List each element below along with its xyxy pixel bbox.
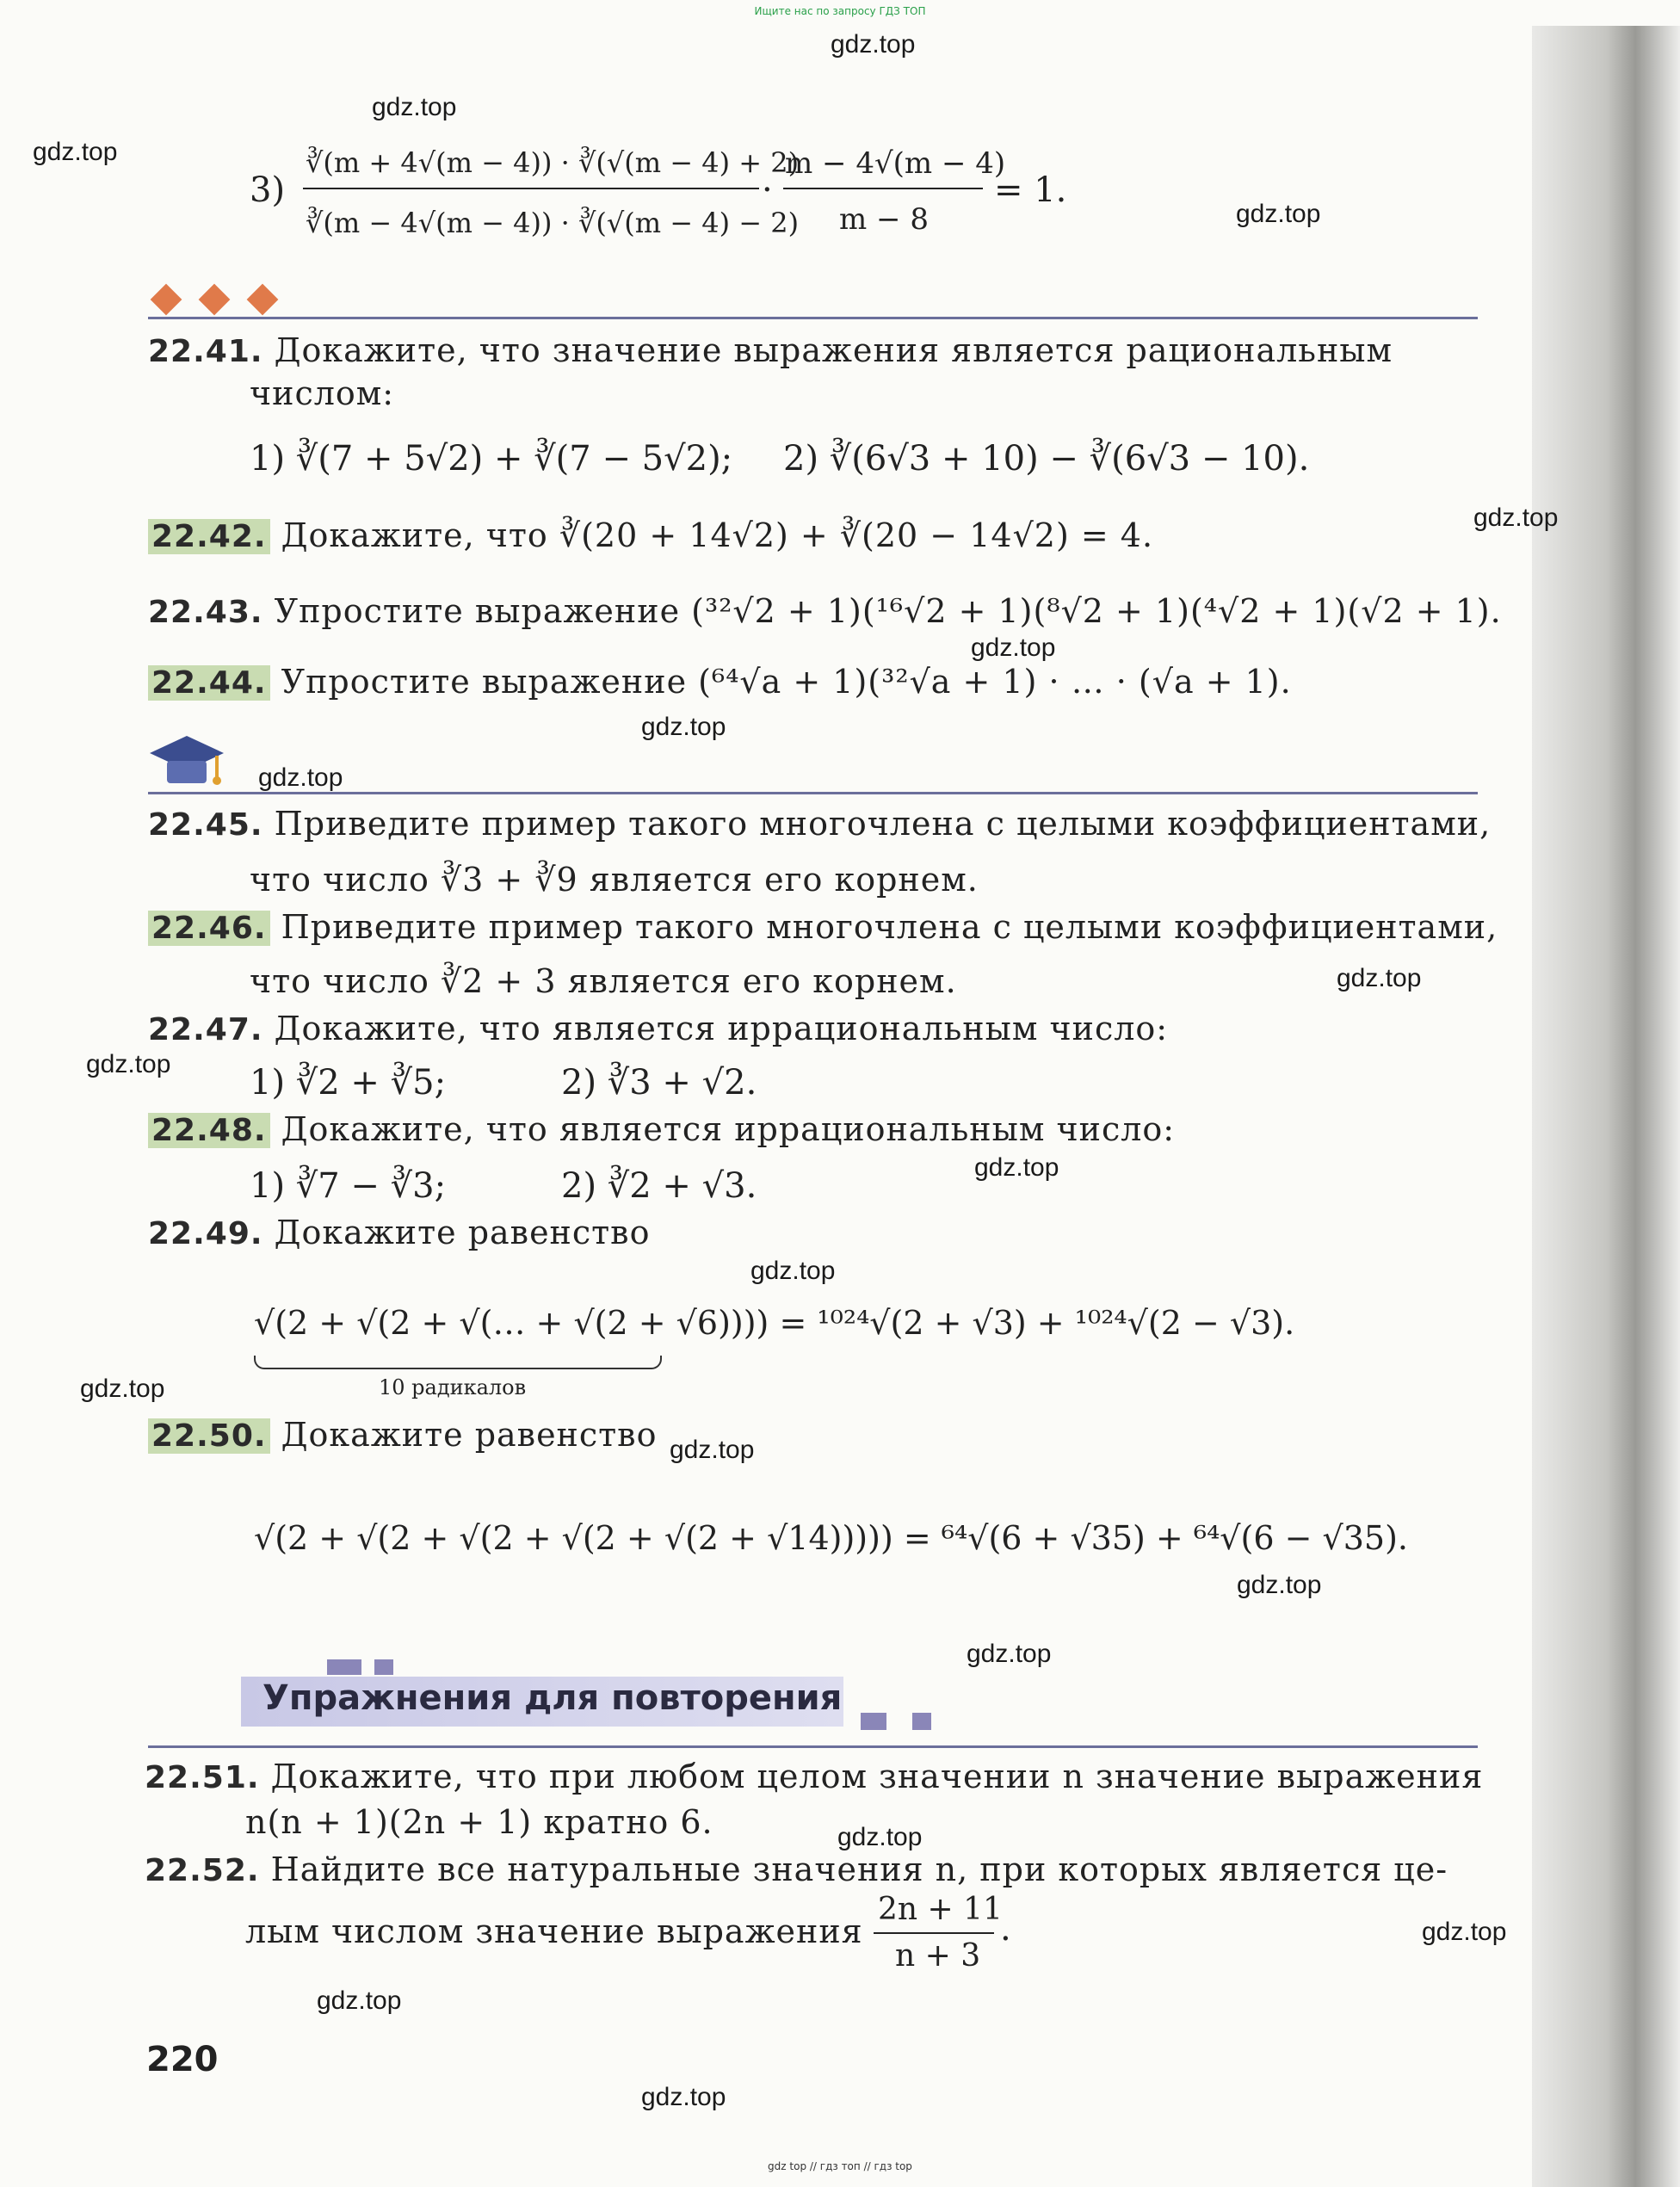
diamond-icon: [247, 284, 279, 316]
p3-denominator-2: m − 8: [839, 202, 929, 237]
p41-item-2: 2) ∛(6√3 + 10) − ∛(6√3 − 10).: [783, 439, 1310, 479]
p50-formula: √(2 + √(2 + √(2 + √(2 + √(2 + √14))))) = ⁶⁴√(6 + √35) + ⁶⁴√(6 − √35).: [254, 1519, 1408, 1557]
problem-number: 22.44.: [148, 665, 270, 701]
problem-text: Упростите выражение (⁶⁴√a + 1)(³²√a + 1) · … · (√a + 1).: [281, 663, 1292, 701]
graduation-cap-icon: [148, 732, 225, 795]
page-number: 220: [146, 2040, 219, 2079]
watermark: gdz.top: [33, 138, 118, 166]
problem-number: 22.50.: [148, 1418, 270, 1454]
p52-fraction-denominator: n + 3: [895, 1938, 981, 1974]
problem-number: 22.41.: [148, 334, 263, 369]
separator: [148, 317, 1478, 319]
p52-fraction-numerator: 2n + 11: [878, 1892, 1003, 1927]
watermark: gdz.top: [837, 1823, 923, 1851]
watermark: gdz.top: [1237, 1571, 1322, 1599]
watermark: gdz.top: [641, 2083, 726, 2111]
decor-square: [374, 1659, 393, 1675]
p49-brace-label: 10 радикалов: [379, 1375, 527, 1399]
watermark: gdz.top: [80, 1375, 165, 1403]
problem-text: числом:: [250, 374, 395, 412]
problem-text: Приведите пример такого многочлена с целыми коэффициентами,: [281, 908, 1498, 946]
decor-square: [861, 1713, 886, 1730]
p47-item-2: 2) ∛3 + √2.: [561, 1063, 757, 1103]
decor-square: [912, 1713, 931, 1730]
problem-number: 22.45.: [148, 807, 263, 843]
p3-denominator-1: ∛(m − 4√(m − 4)) · ∛(√(m − 4) − 2): [306, 207, 800, 239]
p3-numerator-1: ∛(m + 4√(m − 4)) · ∛(√(m − 4) + 2): [306, 146, 800, 179]
underbrace: [254, 1356, 662, 1369]
problem-number: 22.49.: [148, 1216, 263, 1251]
watermark: gdz.top: [372, 93, 457, 121]
p41-item-1: 1) ∛(7 + 5√2) + ∛(7 − 5√2);: [250, 439, 733, 479]
page-shadow: [1532, 26, 1680, 2187]
p3-rhs: = 1.: [994, 170, 1067, 210]
problem-text: Докажите равенство: [281, 1416, 658, 1454]
problem-text: лым числом значение выражения: [245, 1912, 863, 1950]
problem-text: Докажите, что при любом целом значении n значение выражения: [270, 1758, 1484, 1795]
watermark: gdz.top: [641, 713, 726, 741]
diamond-icon: [151, 284, 182, 316]
diamond-icon: [199, 284, 231, 316]
watermark: gdz.top: [1337, 964, 1422, 992]
watermark: gdz.top: [317, 1986, 402, 2015]
separator: [148, 1745, 1478, 1748]
watermark: gdz.top: [831, 30, 916, 59]
problem-text: Докажите, что ∛(20 + 14√2) + ∛(20 − 14√2) = 4.: [281, 516, 1154, 554]
section-title: Упражнения для повторения: [262, 1678, 843, 1718]
watermark: gdz.top: [670, 1436, 755, 1464]
watermark: gdz.top: [971, 633, 1056, 662]
problem-text: Докажите, что является иррациональным число:: [274, 1010, 1169, 1047]
problem-number: 22.47.: [148, 1012, 263, 1047]
watermark: gdz.top: [1236, 200, 1321, 228]
fraction-bar: [874, 1932, 994, 1934]
problem-number: 22.46.: [148, 911, 270, 946]
watermark: gdz.top: [258, 763, 343, 792]
problem-text: что число ∛3 + ∛9 является его корнем.: [250, 861, 979, 899]
p48-item-2: 2) ∛2 + √3.: [561, 1166, 757, 1206]
watermark: gdz.top: [967, 1640, 1052, 1668]
problem-text: Докажите равенство: [274, 1214, 651, 1251]
p3-label: 3): [250, 170, 286, 210]
watermark: gdz.top: [86, 1050, 171, 1078]
fraction-bar: [783, 188, 983, 189]
problem-text: что число ∛2 + 3 является его корнем.: [250, 962, 957, 1000]
p49-formula: √(2 + √(2 + √(… + √(2 + √6)))) = ¹⁰²⁴√(2 + √3) + ¹⁰²⁴√(2 − √3).: [254, 1304, 1295, 1342]
watermark: gdz.top: [750, 1257, 836, 1285]
problem-number: 22.52.: [145, 1853, 260, 1888]
p52-end: .: [1000, 1909, 1011, 1949]
problem-text: Упростите выражение (³²√2 + 1)(¹⁶√2 + 1)(⁸√2 + 1)(⁴√2 + 1)(√2 + 1).: [274, 592, 1502, 630]
p48-item-1: 1) ∛7 − ∛3;: [250, 1166, 447, 1206]
decor-square: [327, 1659, 361, 1675]
problem-number: 22.42.: [148, 519, 270, 554]
watermark: gdz.top: [1473, 504, 1559, 532]
problem-text: Приведите пример такого многочлена с целыми коэффициентами,: [274, 805, 1492, 843]
dot: ·: [762, 170, 773, 210]
top-banner: Ищите нас по запросу ГДЗ ТОП: [754, 5, 926, 17]
problem-text: Докажите, что значение выражения является рациональным: [274, 331, 1393, 369]
bottom-banner: gdz top // гдз топ // гдз top: [768, 2160, 912, 2172]
watermark: gdz.top: [974, 1153, 1059, 1182]
fraction-bar: [303, 188, 759, 189]
watermark: gdz.top: [1422, 1918, 1507, 1946]
separator: [148, 792, 1478, 794]
problem-text: Докажите, что является иррациональным число:: [281, 1110, 1176, 1148]
problem-number: 22.43.: [148, 595, 263, 630]
p3-numerator-2: m − 4√(m − 4): [785, 146, 1006, 181]
problem-text: Найдите все натуральные значения n, при которых является це-: [270, 1850, 1448, 1888]
problem-number: 22.48.: [148, 1113, 270, 1148]
p47-item-1: 1) ∛2 + ∛5;: [250, 1063, 447, 1103]
problem-text: n(n + 1)(2n + 1) кратно 6.: [245, 1803, 713, 1841]
problem-number: 22.51.: [145, 1760, 260, 1795]
